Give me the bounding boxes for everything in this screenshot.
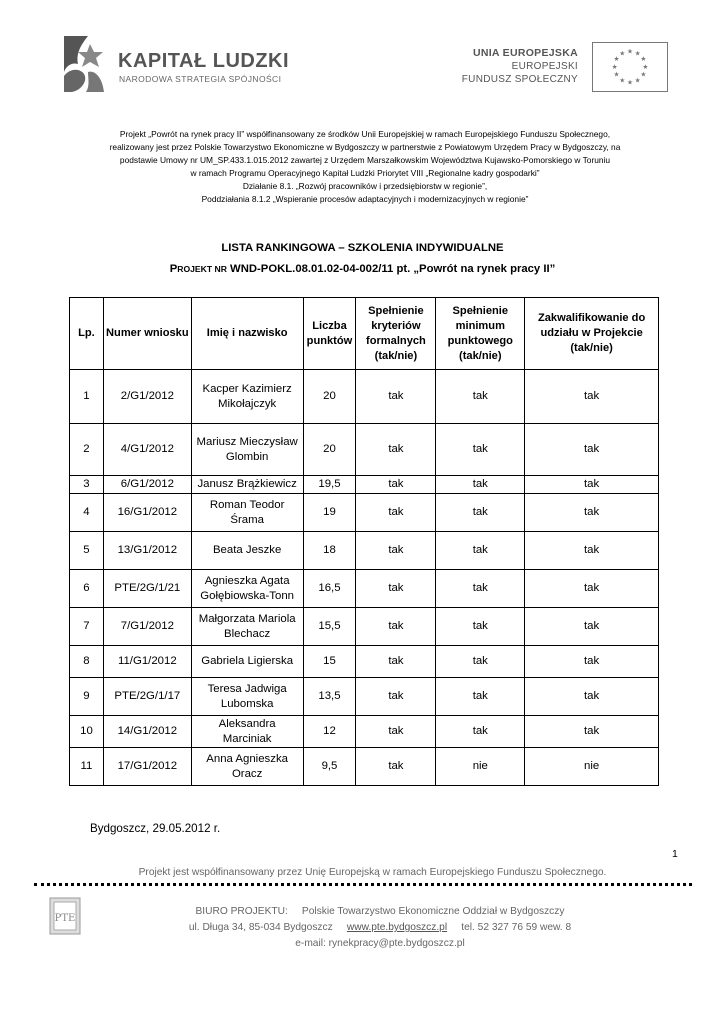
title-prefix-big: P [169,263,178,275]
cell-formal-criteria: tak [356,608,436,646]
svg-text:★: ★ [613,55,620,64]
cell-lp: 11 [70,748,104,786]
cell-lp: 9 [70,678,104,716]
cell-formal-criteria: tak [356,476,436,494]
office-website-link[interactable]: www.pte.bydgoszcz.pl [346,922,448,933]
eu-logo-text [462,46,578,86]
office-line2 [160,920,600,936]
cell-minimum-points: tak [436,424,525,476]
table-row [70,532,659,570]
cell-formal-criteria: tak [356,716,436,748]
cell-name: Kacper Kazimierz Mikołajczyk [191,370,303,424]
cell-points: 19 [303,494,356,532]
cell-name: Beata Jeszke [191,532,303,570]
cell-formal-criteria: tak [356,494,436,532]
cell-lp: 6 [70,570,104,608]
cell-qualified: tak [525,370,659,424]
header-qualified: Zakwalifikowanie do udziału w Projekcie (tak/nie) [525,298,659,370]
cell-lp: 3 [70,476,104,494]
intro-line: w ramach Programu Operacyjnego Kapitał Ludzki Priorytet VIII „Regionalne kadry gospodarki” [190,168,540,179]
cell-points: 20 [303,424,356,476]
cell-points: 9,5 [303,748,356,786]
cell-name: Teresa Jadwiga Lubomska [191,678,303,716]
svg-text:★: ★ [626,78,634,87]
title-line2 [60,259,665,280]
cell-name: Roman Teodor Śrama [191,494,303,532]
cell-lp: 4 [70,494,104,532]
intro-line: Projekt „Powrót na rynek pracy II” współfinansowany ze środków Unii Europejskiej w ramach Europejskiego Funduszu Społecznego, [119,129,611,139]
cell-qualified: tak [525,678,659,716]
cell-name: Mariusz Mieczysław Glombin [191,424,303,476]
cell-qualified: tak [525,608,659,646]
cell-application-number: 6/G1/2012 [103,476,191,494]
header-points: Liczba punktów [303,298,356,370]
pte-logo-icon [46,896,84,936]
cell-minimum-points: tak [436,608,525,646]
header-formal-criteria: Spełnienie kryteriów formalnych (tak/nie) [356,298,436,370]
table-row [70,716,659,748]
cofinance-note: Projekt jest współfinansowany przez Unię Europejską w ramach Europejskiego Funduszu Społecznego. [138,867,607,878]
title-prefix-small: ROJEKT NR [177,264,227,274]
table-row [70,424,659,476]
kapital-ludzki-subtitle: NARODOWA STRATEGIA SPÓJNOŚCI [119,74,282,84]
cell-application-number: 4/G1/2012 [103,424,191,476]
intro-line: realizowany jest przez Polskie Towarzystwo Ekonomiczne w Bydgoszczy w partnerstwie z Powiatowym Urzędem Pracy w Bydgoszczy, na [109,142,621,153]
cell-minimum-points: tak [436,476,525,494]
place-and-date: Bydgoszcz, 29.05.2012 r. [90,822,221,835]
header-application-number: Numer wniosku [103,298,191,370]
cell-minimum-points: nie [436,748,525,786]
cell-formal-criteria: tak [356,748,436,786]
cell-application-number: PTE/2G/1/17 [103,678,191,716]
page-number: 1 [672,848,678,860]
svg-text:★: ★ [640,70,647,79]
cell-name: Aleksandra Marciniak [191,716,303,748]
cell-points: 13,5 [303,678,356,716]
kapital-ludzki-emblem-icon [58,32,110,96]
cell-lp: 5 [70,532,104,570]
cell-qualified: tak [525,646,659,678]
eu-flag-icon [592,42,668,92]
table-row [70,570,659,608]
document-title [60,238,665,280]
table-header-row [70,298,659,370]
cell-application-number: 17/G1/2012 [103,748,191,786]
title-project-number: WND-POKL.08.01.02-04-002/11 pt. „Powrót na rynek pracy II” [226,263,556,275]
cell-application-number: 11/G1/2012 [103,646,191,678]
cell-points: 19,5 [303,476,356,494]
cell-name: Anna Agnieszka Oracz [191,748,303,786]
cell-minimum-points: tak [436,678,525,716]
cell-formal-criteria: tak [356,370,436,424]
svg-text:★: ★ [634,49,641,58]
office-line1: BIURO PROJEKTU: Polskie Towarzystwo Ekonomiczne Oddział w Bydgoszczy [195,906,565,917]
cell-application-number: 16/G1/2012 [103,494,191,532]
cell-application-number: 2/G1/2012 [103,370,191,424]
table-row [70,494,659,532]
header-name: Imię i nazwisko [191,298,303,370]
svg-text:★: ★ [619,76,626,85]
cell-minimum-points: tak [436,532,525,570]
dotted-divider [34,883,692,887]
cell-lp: 8 [70,646,104,678]
svg-text:★: ★ [611,62,618,71]
table-row [70,678,659,716]
kapital-ludzki-logo [58,28,290,100]
svg-text:★: ★ [640,55,647,64]
cell-name: Gabriela Ligierska [191,646,303,678]
cell-lp: 1 [70,370,104,424]
cell-qualified: tak [525,476,659,494]
cell-minimum-points: tak [436,716,525,748]
cell-minimum-points: tak [436,570,525,608]
header-minimum-points: Spełnienie minimum punktowego (tak/nie) [436,298,525,370]
cell-qualified: tak [525,494,659,532]
eu-logo [461,40,670,96]
svg-text:★: ★ [626,47,634,56]
cell-name: Małgorzata Mariola Blechacz [191,608,303,646]
office-address: ul. Długa 34, 85-034 Bydgoszcz [188,922,333,933]
eu-line1: UNIA EUROPEJSKA [472,47,578,59]
cell-points: 12 [303,716,356,748]
svg-text:★: ★ [642,62,649,71]
eu-line2: EUROPEJSKI [511,61,578,72]
cell-qualified: tak [525,570,659,608]
cell-formal-criteria: tak [356,678,436,716]
cell-formal-criteria: tak [356,570,436,608]
intro-line: Poddziałania 8.1.2 „Wspieranie procesów adaptacyjnych i modernizacyjnych w regionie” [201,194,529,205]
cell-qualified: tak [525,716,659,748]
cell-lp: 7 [70,608,104,646]
cell-name: Agnieszka Agata Gołębiowska-Tonn [191,570,303,608]
cell-formal-criteria: tak [356,646,436,678]
kapital-ludzki-title: KAPITAŁ LUDZKI [118,50,290,72]
cell-qualified: tak [525,532,659,570]
cell-points: 20 [303,370,356,424]
project-office [160,904,600,952]
intro-line: podstawie Umowy nr UM_SP.433.1.015.2012 zawartej z Urzędem Marszałkowskim Województwa Kujawsko-Pomorskiego w Toruniu [119,155,611,166]
ranking-table [69,297,659,786]
title-line1: LISTA RANKINGOWA – SZKOLENIA INDYWIDUALNE [221,242,504,254]
cell-application-number: PTE/2G/1/21 [103,570,191,608]
cell-formal-criteria: tak [356,532,436,570]
cell-application-number: 7/G1/2012 [103,608,191,646]
project-intro [70,128,660,207]
svg-text:★: ★ [619,49,626,58]
eu-line3: FUNDUSZ SPOŁECZNY [461,74,578,85]
cell-points: 16,5 [303,570,356,608]
header-lp: Lp. [70,298,104,370]
cell-formal-criteria: tak [356,424,436,476]
svg-text:★: ★ [634,76,641,85]
svg-text:★: ★ [613,70,620,79]
table-row [70,646,659,678]
cell-qualified: nie [525,748,659,786]
cell-minimum-points: tak [436,370,525,424]
office-phone: tel. 52 327 76 59 wew. 8 [461,922,572,933]
cell-qualified: tak [525,424,659,476]
cell-points: 18 [303,532,356,570]
cell-lp: 10 [70,716,104,748]
pte-logo-text: PTE [54,913,76,924]
office-email: e-mail: rynekpracy@pte.bydgoszcz.pl [295,938,465,949]
cell-points: 15,5 [303,608,356,646]
table-row [70,370,659,424]
table-row [70,476,659,494]
table-row [70,608,659,646]
cell-points: 15 [303,646,356,678]
cell-name: Janusz Brążkiewicz [191,476,303,494]
cell-application-number: 14/G1/2012 [103,716,191,748]
cell-minimum-points: tak [436,494,525,532]
cell-lp: 2 [70,424,104,476]
cell-application-number: 13/G1/2012 [103,532,191,570]
table-row [70,748,659,786]
cell-minimum-points: tak [436,646,525,678]
intro-line: Działanie 8.1. „Rozwój pracowników i przedsiębiorstw w regionie”, [242,181,488,192]
